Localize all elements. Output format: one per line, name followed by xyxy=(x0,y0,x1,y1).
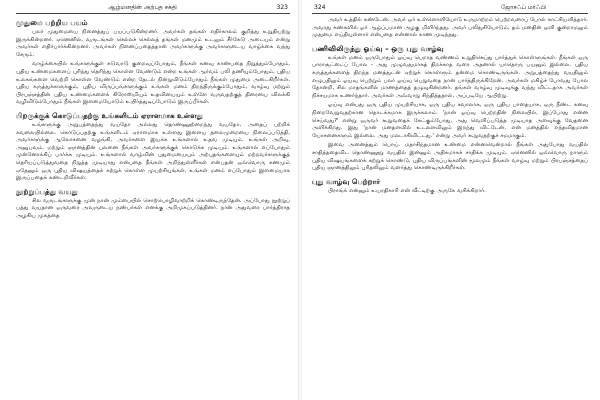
left-page xyxy=(0,0,296,400)
running-head-title: ஆழ்மனதின் அற்புத சக்தி xyxy=(108,4,177,11)
page-number: 324 xyxy=(314,4,326,11)
section-heading: பணிவிலிருந்து ஓய்வு – ஒரு புது வாழ்வு xyxy=(312,43,444,53)
book-gutter xyxy=(298,0,302,400)
section xyxy=(312,44,588,173)
body-paragraph: உங்கள் மனம் ஒருபோதும் ஓய்வு பெறாத வண்ணம் உறுதிசெய்து பார்த்துக் கொள்ளுங்கள். நீங்கள் ஒரு பாராசூட்டைப் போல - அது முழுவதுமாகத் திறக்காத வரை அதனால் யாதொரு பயனும் இல்லை. புதிய கருத்துக்களைத் திறந்த மனத்துடன் ஏற்றுக் கொள்ளும் தன்மை கொண்டிருங்கள். அறுபத்தைந்து வயதிலும் எழுபதிலும் ஓய்வு பெற்றும் பலர் ஓய்வு பெறுவதை நான் பார்த்திருக்கிறேன். அவர்கள் மகிழ்ச் போவது போல தோன்றி, சில மாதங்களில் மரணத்தைத் தழுவுகின்றனர். தங்கள் வாழ்வு முடிவுக்கு வந்து விட்டதாக அவர்கள் நிச்சயமாக உணர்ந்தார். அவர்கள் அவ்வாறு சிந்தித்ததால், அப்படியே ஆயிற்று. xyxy=(312,54,588,99)
right-page xyxy=(304,0,600,400)
section xyxy=(16,111,290,183)
section xyxy=(312,177,588,196)
section-heading: நூற்றுப்பத்து வயது xyxy=(16,186,78,196)
running-head xyxy=(312,3,588,14)
body-paragraph: ஓய்வு என்பது ஒரு புதிய முயற்சியாக, ஒரு புதிய சவாலாக, ஒரு புதிய பாதையாக, ஒரு நீண்ட கனவு நிறைவேறுவதற்கான தொடக்கமாக இருக்கலாம். 'நான் ஓய்வு பெற்றதின் நிலையில், இப்போது என்ன செய்வது?' என்று ஒருவர் கூறுவதைக் கேட்கும்போது, அது வெளிப்படுத்த முடியாத அளவுக்கு வேதனை அளிக்கிறது. இது 'நான் மனதளவில் உடலளவிலும் இறந்து விட்டேன். என் மனத்தில் எந்தவிதமான யோசனைகளும் இல்லை. அது மலடாகிவிட்டது.' என்று அவர் கூறுவதற்குச் சமமாகும். xyxy=(312,102,588,139)
section-heading: புது வாழ்வு பெற்றார் xyxy=(312,176,381,186)
body-paragraph: அவர் உத்தில் கண்டேன். அவர் ஒர் உள்ளொளியோடு உருமாற்றம் பெற்றவரைப் போல் காட்சியளித்தார். அவரது கண்களில் ஓர் ஆழ்ப்பமான அழகு மிளிர்ந்தது. அவர் பலிதுசியோடும், தம் மனதின் ஒளி குன்றாமலும் முதுமை எய்தியுள்ளார் என்பதை என்னால் காண முடிந்தது. xyxy=(312,17,588,39)
body-paragraph: சில வருடங்களுக்கு முன் நான் மும்பையில் சொற்பொழிவாற்றிக் கொண்டிருந்தேன். அப்போது நூற்றுப் பத்து வயதான ஒருவரை அவருடைய நண்பர்கள் எனக்கு அறிமுகப்படுத்தினர். நான் அதுவரை பார்த்திராத அழகிய முகத்தை xyxy=(16,197,290,219)
body-paragraph: உங்களுக்கு அறுபத்தைந்து வயதோ அல்லது தொண்ணூற்றைந்து வயதோ, அதைப் பற்றிக் கவலையில்லை. கொடுப்பதற்கு உங்களிடம் ஏராளமாக உள்ளது இளைய தலைமுறையை நிலைப்படுத்தி, அவர்களுக்கு ஆலோசனை வழங்கி, அவர்களை இயக்க உங்களால் உதவ முடியும். உங்கள் அறிவு, அனுபவம், மற்றும் ஞானத்தின் பலனை நீங்கள் அவர்களுக்குக் கொடுக்க முடியும். உங்களால் எப்போதும் முன்னோக்கிப் பார்க்க முடியும். உங்களால் வாழ்வின் புதுமையையும் அற்புதங்களையும் மற்றவர்களுக்குத் தெரியப்படுத்துவதை நிறுத்த முடியாது என்பதை நீங்கள் அறிந்துள்ளீர்கள் என்பதன் ஒவ்வொரு கணமும் ஏதேனும் ஒரு புதிய விஷயத்தைக் கற்றுக் கொள்ள முயற்சியுங்கள், உங்கள் மனம் எப்போதும் இளமையாக இருப்பதைக் கண்டறிவீர்கள். xyxy=(16,121,290,182)
section xyxy=(16,18,290,107)
body-paragraph: இவை அனைத்தும் பொய். மதாசிந்தமான உண்மை என்னவென்றால் நீங்கள் அதுபோது வயதில் சாதித்ததைவிட தொண்ணூறு வயதில் இன்னும் அதிகமாகச் சாதிக்க முடியும். ஏனெனில் ஒவ்வொரு நாளும் புதிய விஷயங்களைக் கற்றுக் கொண்டு, புதிய விருப்பங்களின் மூலமும் நீங்கள் வாழ்வு மற்றும் பிரபஞ்சத்தைப் புதிய ஞானத்திலும் புரிதலிலும் வளர்த்து கொண்டிருக்கிறீர்கள். xyxy=(312,142,588,172)
body-paragraph: பிராங்க் என்னும் உயரதிகாரி என் வீட்டிற்கு அருகே வசிக்கிறார். xyxy=(328,187,486,194)
section xyxy=(16,187,290,221)
page-number: 323 xyxy=(276,4,288,11)
running-head xyxy=(16,3,290,14)
section-heading: முதுமை பற்றிய பயம் xyxy=(16,18,88,27)
section-heading: பிறருக்குக் கொடுப்பதற்கு உங்களிடம் ஏராளமாக உள்ளது xyxy=(16,110,203,120)
body-paragraph: வாழ்க்கையில் உங்களுக்குள் சுடுவாடு குறைவுப்போதும், நீங்கள் கனவு காண்பதை நிறுத்தும்போதும், புதிய உண்மைகளைப் புரிந்து தெரிந்து கொள்ள வேண்டும் என்ற உங்கள் ஆர்வம் பலி தணியும்போதும், புதிய உலகங்களை வெற்றி கொள்ள வேண்டும் என்ற தேடல் நின்றுவிடும்போதும் நீங்கள் முதுமை அடைகிறீர்கள். புதிய கருத்துக்களுக்கும், புதிய விருப்பங்களுக்கும் உங்கள் மனம் திறந்திருக்கும்போதும், வாழ்வு மற்றும் பிரபஞ்சத்தின் புதிய உண்மைகளைக் கிரோஸ்மியும் உதவியையும் உள்ளே வருவதற்குத் திரையை விலக்கி வழிவிடும்போதும் நீங்கள் இளமையோடும் உயிர்த்துடிப்போடும் இருப்பீர்கள். xyxy=(16,61,290,106)
running-head-title: ஜோசஃப் மர்ஃபி xyxy=(501,4,546,11)
body-paragraph: பலர் முதுமையை நினைத்துப் பயப்படுகின்றனர். அவர்கள் தங்கள் எதிர்காலம் குறித்து உறுதியற்று இருக்கின்றனர். ஏனெனில், வருடங்கள் செல்லச் செல்லத் தங்கள் மனமும் உடலும் சீர்கேடு அடையும் என்று அவர்கள் எதிர்பார்க்கின்றனர். அவர்கள் நினைப்பதைத்தான் அவர்களுக்கு அவர்களுடைய வாழ்க்கை வந்து சேரும். xyxy=(16,29,290,58)
